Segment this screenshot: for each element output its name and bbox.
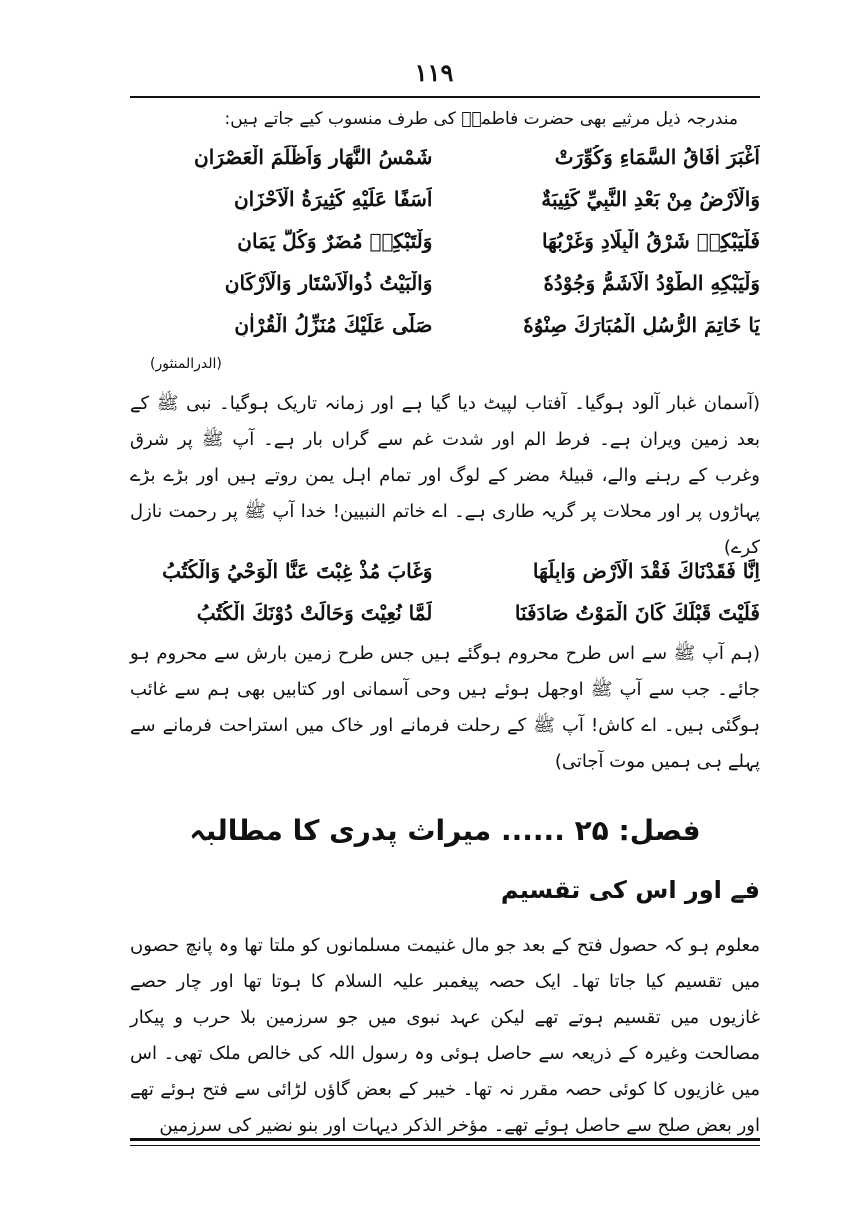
verse-row: [130, 592, 760, 634]
verse-first-hemistich: وَالْاَرْضُ مِنْ بَعْدِ النَّبِيِّ كَئِيبَةٌ: [541, 187, 760, 211]
intro-line: مندرجہ ذیل مرثیے بھی حضرت فاطمہؓ کی طرف منسوب کیے جاتے ہیں:: [224, 109, 738, 129]
verse-second-hemistich: اَسَفًا عَلَيْهِ كَثِيرَةُ الْاَحْزَانِ: [233, 187, 433, 211]
footer-rule-thin: [130, 1145, 760, 1146]
translation-paragraph-1: (آسمان غبار آلود ہوگیا۔ آفتاب لپیٹ دیا گیا ہے اور زمانہ تاریک ہوگیا۔ نبی ﷺ کے بعد زمین ویران ہے۔ فرط الم اور شدت غم سے گراں بار ہے۔ آپ ﷺ پر شرق وغرب کے رہنے والے، قبیلۂ مضر کے لوگ اور تمام اہل یمن روتے ہیں اور بڑے بڑے پہاڑوں پر اور محلات پر گریہ طاری ہے۔ اے خاتم النبیین! خدا آپ ﷺ پر رحمت نازل کرے): [130, 393, 760, 558]
verse-row: [130, 178, 760, 220]
verse-row: [130, 136, 760, 178]
verse-second-hemistich: وَلْتَبْكِهٖ مُضَرٌ وَكُلُّ يَمَانِ: [237, 229, 433, 253]
verse-row: [130, 304, 760, 346]
verse-second-hemistich: لَمَّا نُعِيْتَ وَحَالَتْ دُوْنَكَ الْكُتُبُ: [196, 601, 433, 625]
verse-first-hemistich: اَغْبَرَ اٰفَاقُ السَّمَاءِ وَكُوِّرَتْ: [554, 145, 760, 169]
verse-second-hemistich: شَمْسُ النَّهَارِ وَاَظْلَمَ الْعَصْرَانِ: [194, 145, 433, 169]
poem-lament: [130, 550, 760, 634]
source-citation-text: (الدرالمنثور): [150, 356, 222, 372]
section-subheading: فے اور اس کی تقسیم: [500, 876, 760, 904]
body-paragraph: معلوم ہو کہ حصول فتح کے بعد جو مال غنیمت مسلمانوں کو ملتا تھا وہ پانچ حصوں میں تقسیم کیا جاتا تھا۔ ایک حصہ پیغمبر علیہ السلام کا ہوتا تھا اور چار حصے غازیوں میں تقسیم ہوتے تھے لیکن عہد نبوی میں جو سرزمین بلا حرب و پیکار مصالحت وغیرہ کے ذریعہ سے حاصل ہوئی وہ رسول اللہ کی خالص ملک تھی۔ اس میں غازیوں کا کوئی حصہ مقرر نہ تھا۔ خیبر کے بعض گاؤں لڑائی سے فتح ہوئے تھے اور بعض صلح سے حاصل ہوئے تھے۔ مؤخر الذکر دیہات اور بنو نضیر کی سرزمین: [130, 935, 760, 1136]
poem-elegy: [130, 136, 760, 346]
translation-paragraph-2: (ہم آپ ﷺ سے اس طرح محروم ہوگئے ہیں جس طرح زمین بارش سے محروم ہو جائے۔ جب سے آپ ﷺ اوجھل ہوئے ہیں وحی آسمانی اور کتابیں بھی ہم سے غائب ہوگئی ہیں۔ اے کاش! آپ ﷺ کے رحلت فرمانے اور خاک میں استراحت فرمانے سے پہلے ہی ہمیں موت آجاتی): [130, 643, 760, 772]
verse-second-hemistich: صَلّٰى عَلَيْكَ مُنَزِّلُ الْقُرْاٰنِ: [234, 313, 433, 337]
verse-first-hemistich: اِنَّا فَقَدْنَاكَ فَقْدَ الْاَرْضِ وَابِلَهَا: [532, 559, 760, 583]
verse-first-hemistich: وَلْيَبْكِهِ الطُّوْدُ الْاَشَمُّ وَجُوْدُهٗ: [543, 271, 760, 295]
verse-first-hemistich: فَلَيْتَ قَبْلَكَ كَانَ الْمَوْتُ صَادَفَنَا: [514, 601, 760, 625]
verse-row: [130, 262, 760, 304]
verse-second-hemistich: وَغَابَ مُذْ غِبْتَ عَنَّا الْوَحْيُ وَالْكُتُبُ: [162, 559, 433, 583]
verse-first-hemistich: فَلْيَبْكِهٖ شَرْقُ الْبِلَادِ وَغَرْبُهَا: [541, 229, 760, 253]
verse-row: [130, 550, 760, 592]
page-number: ۱۱۹: [414, 58, 454, 87]
verse-row: [130, 220, 760, 262]
verse-second-hemistich: وَالْبَيْتُ ذُوالْاَسْتَارِ وَالْاَرْكَانِ: [224, 271, 433, 295]
chapter-heading: فصل: ۲۵ ...... میراث پدری کا مطالبہ: [189, 814, 701, 847]
header-rule: [130, 96, 760, 98]
source-citation: [130, 356, 760, 372]
verse-first-hemistich: يَا خَاتِمَ الرُّسُلِ الْمُبَارَكَ صِنْوُهٗ: [523, 313, 760, 337]
footer-rule: [130, 1138, 760, 1141]
